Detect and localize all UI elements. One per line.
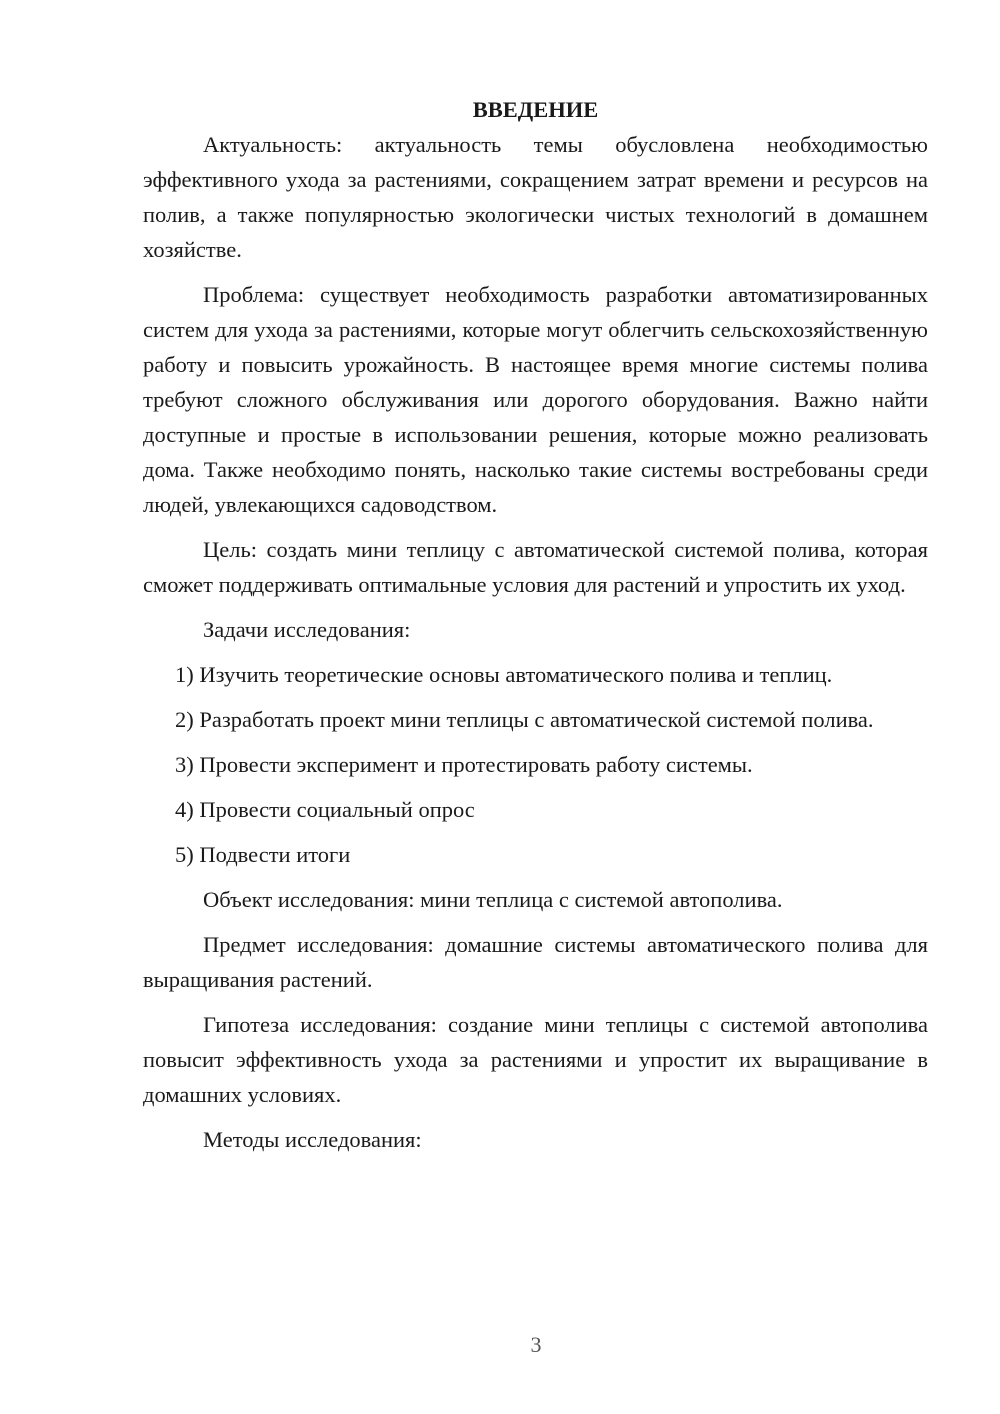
paragraph-methods-heading: Методы исследования: (203, 1127, 422, 1152)
list-item: 2) Разработать проект мини теплицы с автоматической системой полива. (175, 707, 874, 732)
list-item: 5) Подвести итоги (175, 842, 351, 867)
paragraph-object: Объект исследования: мини теплица с системой автополива. (203, 887, 783, 912)
list-item: 1) Изучить теоретические основы автоматического полива и теплиц. (175, 662, 833, 687)
list-item: 4) Провести социальный опрос (175, 797, 475, 822)
list-item: 3) Провести эксперимент и протестировать работу системы. (175, 752, 753, 777)
task-list (143, 657, 928, 872)
paragraph-subject: Предмет исследования: домашние системы автоматического полива для выращивания растений. (143, 932, 928, 992)
paragraph-goal: Цель: создать мини теплицу с автоматической системой полива, которая сможет поддерживать оптимальные условия для растений и упростить их уход. (143, 537, 928, 597)
paragraph-hypothesis: Гипотеза исследования: создание мини теплицы с системой автополива повысит эффективность ухода за растениями и упростит их выращивание в домашних условиях. (143, 1012, 928, 1107)
paragraph-relevance: Актуальность: актуальность темы обусловлена необходимостью эффективного ухода за растениями, сокращением затрат времени и ресурсов на полив, а также популярностью экологически чистых технологий в домашнем хозяйстве. (143, 132, 928, 262)
page-number: 3 (530, 1332, 542, 1357)
document-page (143, 92, 928, 1167)
paragraph-problem: Проблема: существует необходимость разработки автоматизированных систем для ухода за растениями, которые могут облегчить сельскохозяйственную работу и повысить урожайность. В настоящее время многие системы полива требуют сложного обслуживания или дорогого оборудования. Важно найти доступные и простые в использовании решения, которые можно реализовать дома. Также необходимо понять, насколько такие системы востребованы среди людей, увлекающихся садоводством. (143, 282, 928, 517)
paragraph-tasks-heading: Задачи исследования: (203, 617, 411, 642)
page-title: ВВЕДЕНИЕ (472, 97, 599, 122)
